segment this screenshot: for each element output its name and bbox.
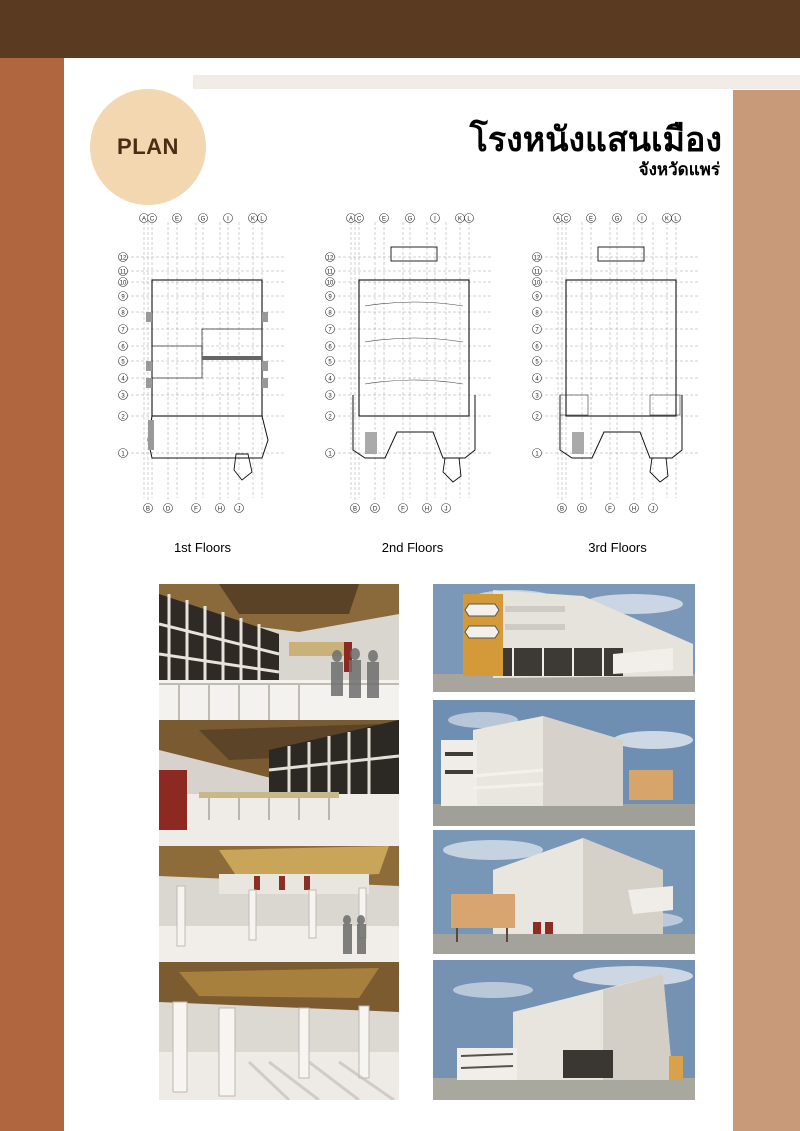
- svg-text:8: 8: [121, 310, 125, 317]
- grid-label-row-2: [326, 412, 335, 421]
- svg-text:8: 8: [535, 310, 539, 317]
- interior-render-1: [159, 584, 399, 720]
- grid-label-top-A: [554, 214, 563, 223]
- floor-plan-1: [118, 210, 293, 520]
- grid-label-row-6: [119, 342, 128, 351]
- svg-text:K: K: [664, 216, 670, 223]
- svg-text:K: K: [250, 216, 256, 223]
- svg-text:L: L: [674, 216, 678, 223]
- grid-label-top-G: [199, 214, 208, 223]
- grid-label-bottom-D: [578, 504, 587, 513]
- interior-render-3: [159, 846, 399, 962]
- grid-label-row-12: [119, 253, 128, 262]
- svg-text:B: B: [145, 506, 151, 513]
- floor-plan-3: [532, 210, 707, 520]
- svg-text:9: 9: [121, 294, 125, 301]
- svg-text:A: A: [141, 216, 147, 223]
- svg-text:11: 11: [533, 269, 541, 276]
- svg-text:E: E: [381, 216, 387, 223]
- svg-text:10: 10: [326, 280, 334, 287]
- svg-text:I: I: [641, 216, 643, 223]
- grid-label-top-L: [258, 214, 267, 223]
- svg-text:J: J: [651, 506, 655, 513]
- exterior-render-3: [433, 830, 695, 954]
- svg-text:5: 5: [121, 359, 125, 366]
- grid-label-row-1: [533, 449, 542, 458]
- grid-label-bottom-F: [606, 504, 615, 513]
- grid-label-row-10: [533, 278, 542, 287]
- grid-label-row-9: [326, 292, 335, 301]
- grid-label-row-8: [533, 308, 542, 317]
- svg-text:D: D: [165, 506, 171, 513]
- svg-text:J: J: [444, 506, 448, 513]
- grid-label-top-A: [347, 214, 356, 223]
- grid-label-row-1: [119, 449, 128, 458]
- grid-label-row-6: [533, 342, 542, 351]
- grid-label-row-11: [326, 267, 335, 276]
- interior-render-2: [159, 720, 399, 846]
- svg-text:12: 12: [119, 255, 127, 262]
- svg-text:A: A: [555, 216, 561, 223]
- svg-text:F: F: [608, 506, 612, 513]
- svg-text:H: H: [631, 506, 637, 513]
- grid-label-bottom-D: [371, 504, 380, 513]
- grid-label-top-L: [672, 214, 681, 223]
- svg-text:3: 3: [121, 393, 125, 400]
- svg-text:C: C: [356, 216, 362, 223]
- svg-text:H: H: [424, 506, 430, 513]
- svg-text:H: H: [217, 506, 223, 513]
- grid-label-top-I: [224, 214, 233, 223]
- svg-text:9: 9: [535, 294, 539, 301]
- svg-text:C: C: [563, 216, 569, 223]
- grid-label-bottom-J: [649, 504, 658, 513]
- grid-label-top-E: [380, 214, 389, 223]
- grid-label-row-1: [326, 449, 335, 458]
- grid-label-top-K: [249, 214, 258, 223]
- floor-label-2: 2nd Floors: [381, 540, 444, 555]
- grid-label-row-3: [326, 391, 335, 400]
- grid-label-top-L: [465, 214, 474, 223]
- svg-text:2: 2: [328, 414, 332, 421]
- grid-label-top-I: [431, 214, 440, 223]
- floor-plan-2: [325, 210, 500, 520]
- grid-label-top-G: [613, 214, 622, 223]
- grid-label-bottom-B: [351, 504, 360, 513]
- svg-text:7: 7: [535, 327, 539, 334]
- grid-label-row-6: [326, 342, 335, 351]
- svg-text:C: C: [149, 216, 155, 223]
- grid-label-top-G: [406, 214, 415, 223]
- right-color-band: [733, 90, 800, 1131]
- grid-label-top-E: [173, 214, 182, 223]
- svg-text:G: G: [407, 216, 413, 223]
- svg-text:4: 4: [535, 376, 539, 383]
- grid-label-bottom-B: [144, 504, 153, 513]
- svg-text:L: L: [260, 216, 264, 223]
- svg-text:L: L: [467, 216, 471, 223]
- svg-text:5: 5: [535, 359, 539, 366]
- grid-label-row-9: [119, 292, 128, 301]
- header-strip: [193, 75, 800, 89]
- svg-text:I: I: [227, 216, 229, 223]
- svg-text:5: 5: [328, 359, 332, 366]
- svg-text:7: 7: [121, 327, 125, 334]
- grid-label-row-3: [533, 391, 542, 400]
- grid-label-row-8: [119, 308, 128, 317]
- grid-label-row-5: [533, 357, 542, 366]
- grid-label-row-11: [533, 267, 542, 276]
- svg-text:E: E: [588, 216, 594, 223]
- grid-label-top-I: [638, 214, 647, 223]
- exterior-render-2: [433, 700, 695, 826]
- grid-label-row-5: [326, 357, 335, 366]
- header-bar: [0, 0, 800, 58]
- svg-text:11: 11: [326, 269, 334, 276]
- svg-text:B: B: [559, 506, 565, 513]
- svg-text:D: D: [372, 506, 378, 513]
- grid-label-bottom-J: [235, 504, 244, 513]
- svg-text:4: 4: [121, 376, 125, 383]
- grid-label-top-C: [148, 214, 157, 223]
- grid-label-row-12: [533, 253, 542, 262]
- grid-label-row-4: [326, 374, 335, 383]
- svg-text:7: 7: [328, 327, 332, 334]
- grid-label-row-7: [119, 325, 128, 334]
- svg-text:4: 4: [328, 376, 332, 383]
- grid-label-bottom-H: [423, 504, 432, 513]
- svg-text:G: G: [200, 216, 206, 223]
- svg-text:A: A: [348, 216, 354, 223]
- svg-text:1: 1: [328, 451, 332, 458]
- exterior-render-1: [433, 584, 695, 692]
- grid-label-row-12: [326, 253, 335, 262]
- grid-label-row-11: [119, 267, 128, 276]
- grid-label-bottom-J: [442, 504, 451, 513]
- grid-label-row-2: [119, 412, 128, 421]
- left-color-band: [0, 58, 64, 1131]
- floor-label-1: 1st Floors: [173, 540, 232, 555]
- svg-text:E: E: [174, 216, 180, 223]
- plan-badge-label: PLAN: [117, 134, 179, 159]
- svg-text:6: 6: [535, 344, 539, 351]
- svg-text:F: F: [401, 506, 405, 513]
- svg-text:3: 3: [328, 393, 332, 400]
- svg-text:D: D: [579, 506, 585, 513]
- page-subtitle: จังหวัดแพร่: [638, 160, 720, 180]
- grid-label-top-C: [355, 214, 364, 223]
- svg-text:10: 10: [533, 280, 541, 287]
- grid-label-bottom-D: [164, 504, 173, 513]
- svg-text:3: 3: [535, 393, 539, 400]
- grid-label-top-A: [140, 214, 149, 223]
- grid-label-top-C: [562, 214, 571, 223]
- svg-text:J: J: [237, 506, 241, 513]
- grid-label-row-9: [533, 292, 542, 301]
- grid-label-top-K: [663, 214, 672, 223]
- page-title: โรงหนังแสนเมือง: [469, 120, 722, 160]
- svg-text:K: K: [457, 216, 463, 223]
- svg-text:8: 8: [328, 310, 332, 317]
- svg-text:9: 9: [328, 294, 332, 301]
- interior-render-4: [159, 962, 399, 1100]
- svg-text:2: 2: [121, 414, 125, 421]
- svg-text:11: 11: [119, 269, 127, 276]
- grid-label-row-3: [119, 391, 128, 400]
- grid-label-bottom-H: [216, 504, 225, 513]
- svg-text:12: 12: [326, 255, 334, 262]
- plan-badge: [90, 89, 206, 205]
- grid-label-top-K: [456, 214, 465, 223]
- svg-text:F: F: [194, 506, 198, 513]
- grid-label-bottom-F: [192, 504, 201, 513]
- grid-label-row-4: [119, 374, 128, 383]
- svg-text:I: I: [434, 216, 436, 223]
- exterior-render-4: [433, 960, 695, 1100]
- svg-text:B: B: [352, 506, 358, 513]
- svg-text:2: 2: [535, 414, 539, 421]
- grid-label-bottom-F: [399, 504, 408, 513]
- grid-label-row-10: [119, 278, 128, 287]
- grid-label-row-10: [326, 278, 335, 287]
- grid-label-bottom-H: [630, 504, 639, 513]
- floor-label-3: 3rd Floors: [588, 540, 647, 555]
- grid-label-top-E: [587, 214, 596, 223]
- grid-label-row-4: [533, 374, 542, 383]
- svg-text:6: 6: [121, 344, 125, 351]
- grid-label-bottom-B: [558, 504, 567, 513]
- svg-text:1: 1: [121, 451, 125, 458]
- svg-text:G: G: [614, 216, 620, 223]
- grid-label-row-7: [533, 325, 542, 334]
- grid-label-row-7: [326, 325, 335, 334]
- svg-text:12: 12: [533, 255, 541, 262]
- grid-label-row-8: [326, 308, 335, 317]
- grid-label-row-5: [119, 357, 128, 366]
- grid-label-row-2: [533, 412, 542, 421]
- svg-text:1: 1: [535, 451, 539, 458]
- svg-text:6: 6: [328, 344, 332, 351]
- svg-text:10: 10: [119, 280, 127, 287]
